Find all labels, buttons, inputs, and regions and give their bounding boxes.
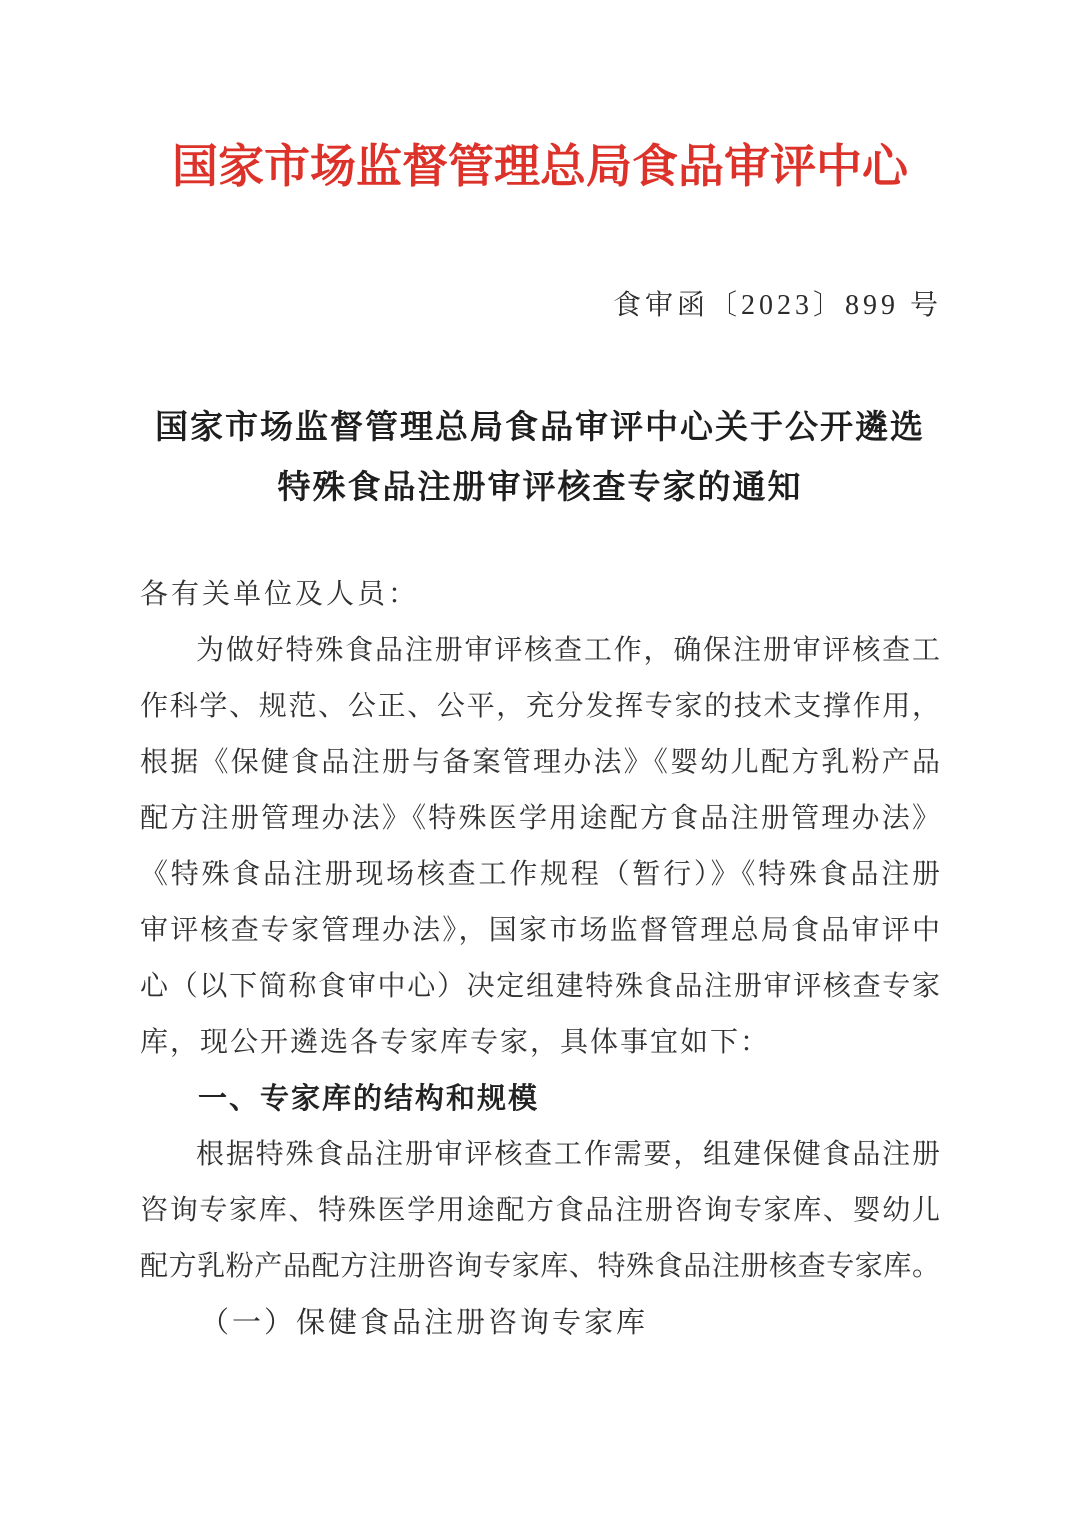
document-body <box>140 567 940 1351</box>
paragraph2-line3: 配方乳粉产品配方注册咨询专家库、特殊食品注册核查专家库。 <box>140 1251 940 1282</box>
document-title-line1: 国家市场监督管理总局食品审评中心关于公开遴选 <box>155 410 925 446</box>
section1-subheading1: （一）保健食品注册咨询专家库 <box>200 1307 649 1339</box>
letterhead-title: 国家市场监督管理总局食品审评中心 <box>172 141 908 192</box>
paragraph1-line8: 库，现公开遴选各专家库专家，具体事宜如下： <box>140 1027 771 1058</box>
paragraph1-line5: 《特殊食品注册现场核查工作规程（暂行）》《特殊食品注册 <box>140 859 940 890</box>
document-number: 食审函〔2023〕899 号 <box>612 290 942 321</box>
paragraph1-line7: 心（以下简称食审中心）决定组建特殊食品注册审评核查专家 <box>140 971 940 1002</box>
document-title <box>0 398 1080 518</box>
paragraph1-line6: 审评核查专家管理办法》，国家市场监督管理总局食品审评中 <box>140 915 940 946</box>
paragraph2-line2: 咨询专家库、特殊医学用途配方食品注册咨询专家库、婴幼儿 <box>140 1195 940 1226</box>
document-title-line2: 特殊食品注册审评核查专家的通知 <box>277 470 803 506</box>
paragraph1-line2: 作科学、规范、公正、公平，充分发挥专家的技术支撑作用， <box>140 691 940 722</box>
paragraph1-line1: 为做好特殊食品注册审评核查工作，确保注册审评核查工 <box>196 635 940 666</box>
paragraph1-line3: 根据《保健食品注册与备案管理办法》《婴幼儿配方乳粉产品 <box>140 747 940 778</box>
paragraph1-line4: 配方注册管理办法》《特殊医学用途配方食品注册管理办法》 <box>140 803 940 834</box>
paragraph2-line1: 根据特殊食品注册审评核查工作需要，组建保健食品注册 <box>196 1139 940 1170</box>
salutation: 各有关单位及人员： <box>140 579 420 610</box>
section1-heading: 一、专家库的结构和规模 <box>198 1083 540 1115</box>
